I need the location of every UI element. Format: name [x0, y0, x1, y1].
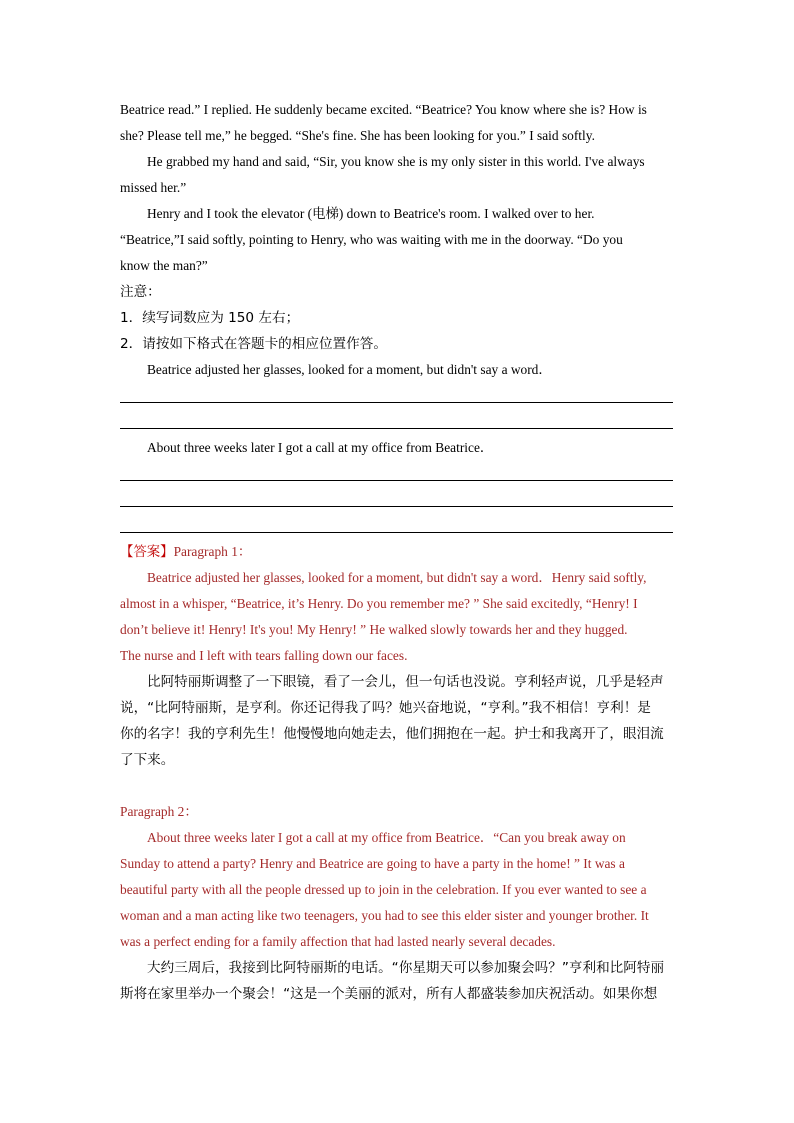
story-paragraph-3-line-3: know the man?”	[120, 258, 208, 273]
story-paragraph-2-line-1: He grabbed my hand and said, “Sir, you know she is my only sister in this world. I've always	[147, 154, 645, 169]
notes-item-1: 1．续写词数应为 150 左右；	[120, 310, 300, 326]
story-paragraph-1-line-1: Beatrice read.” I replied. He suddenly became excited. “Beatrice? You know where she is? How is	[120, 102, 647, 117]
answer-p1-en-line: almost in a whisper, “Beatrice, it’s Henry. Do you remember me? ” She said excitedly, “Henry! I	[120, 596, 638, 611]
answer-line	[120, 532, 673, 533]
answer-p2-cn-line: 大约三周后，我接到比阿特丽斯的电话。“你星期天可以参加聚会吗？”亨利和比阿特丽	[147, 960, 665, 976]
answer-line	[120, 506, 673, 507]
paragraph-2-label: Paragraph 2：	[120, 804, 198, 819]
prompt-paragraph-1: Beatrice adjusted her glasses, looked for a moment, but didn't say a word．	[147, 362, 552, 377]
answer-line	[120, 428, 673, 429]
answer-p1-en-line: Beatrice adjusted her glasses, looked for a moment, but didn't say a word．Henry said softly,	[147, 570, 647, 585]
paragraph-1-label: Paragraph 1：	[173, 544, 252, 559]
prompt-paragraph-2: About three weeks later I got a call at my office from Beatrice．	[147, 440, 494, 455]
answer-p1-cn-line: 说，“比阿特丽斯，是亨利。你还记得我了吗？她兴奋地说，“亨利。”我不相信！亨利！是	[120, 700, 651, 716]
answer-p2-en-line: Sunday to attend a party? Henry and Beatrice are going to have a party in the home! ” It was a	[120, 856, 625, 871]
answer-p1-cn-line: 你的名字！我的亨利先生！他慢慢地向她走去，他们拥抱在一起。护士和我离开了，眼泪流	[120, 726, 664, 742]
answer-p2-en-line: woman and a man acting like two teenagers, you had to see this elder sister and younger brother. It	[120, 908, 649, 923]
answer-p1-cn-line: 比阿特丽斯调整了一下眼镜，看了一会儿，但一句话也没说。亨利轻声说，几乎是轻声	[147, 674, 664, 690]
answer-bracket-label: 【答案】	[120, 545, 174, 560]
story-paragraph-3-line-2: “Beatrice,”I said softly, pointing to Henry, who was waiting with me in the doorway. “Do you	[120, 232, 623, 247]
answer-p2-en-line: beautiful party with all the people dressed up to join in the celebration. If you ever wanted to see a	[120, 882, 647, 897]
answer-p1-en-line: The nurse and I left with tears falling down our faces.	[120, 648, 408, 663]
story-paragraph-3-line-1: Henry and I took the elevator (电梯) down to Beatrice's room. I walked over to her.	[147, 206, 595, 221]
answer-line	[120, 480, 673, 481]
answer-p2-en-line: About three weeks later I got a call at my office from Beatrice．“Can you break away on	[147, 830, 626, 845]
answer-p2-en-line: was a perfect ending for a family affection that had lasted nearly several decades.	[120, 934, 556, 949]
notes-heading: 注意：	[120, 284, 161, 300]
answer-header	[120, 542, 674, 563]
answer-p2-cn-line: 斯将在家里举办一个聚会！“这是一个美丽的派对，所有人都盛装参加庆祝活动。如果你想	[120, 986, 658, 1002]
notes-item-2: 2．请按如下格式在答题卡的相应位置作答。	[120, 336, 387, 352]
answer-p1-en-line: don’t believe it! Henry! It's you! My Henry! ” He walked slowly towards her and they hugged.	[120, 622, 628, 637]
answer-p1-cn-line: 了下来。	[120, 752, 175, 768]
answer-line	[120, 402, 673, 403]
story-paragraph-1-line-2: she? Please tell me,” he begged. “She's fine. She has been looking for you.” I said softly.	[120, 128, 595, 143]
story-paragraph-2-line-2: missed her.”	[120, 180, 187, 195]
